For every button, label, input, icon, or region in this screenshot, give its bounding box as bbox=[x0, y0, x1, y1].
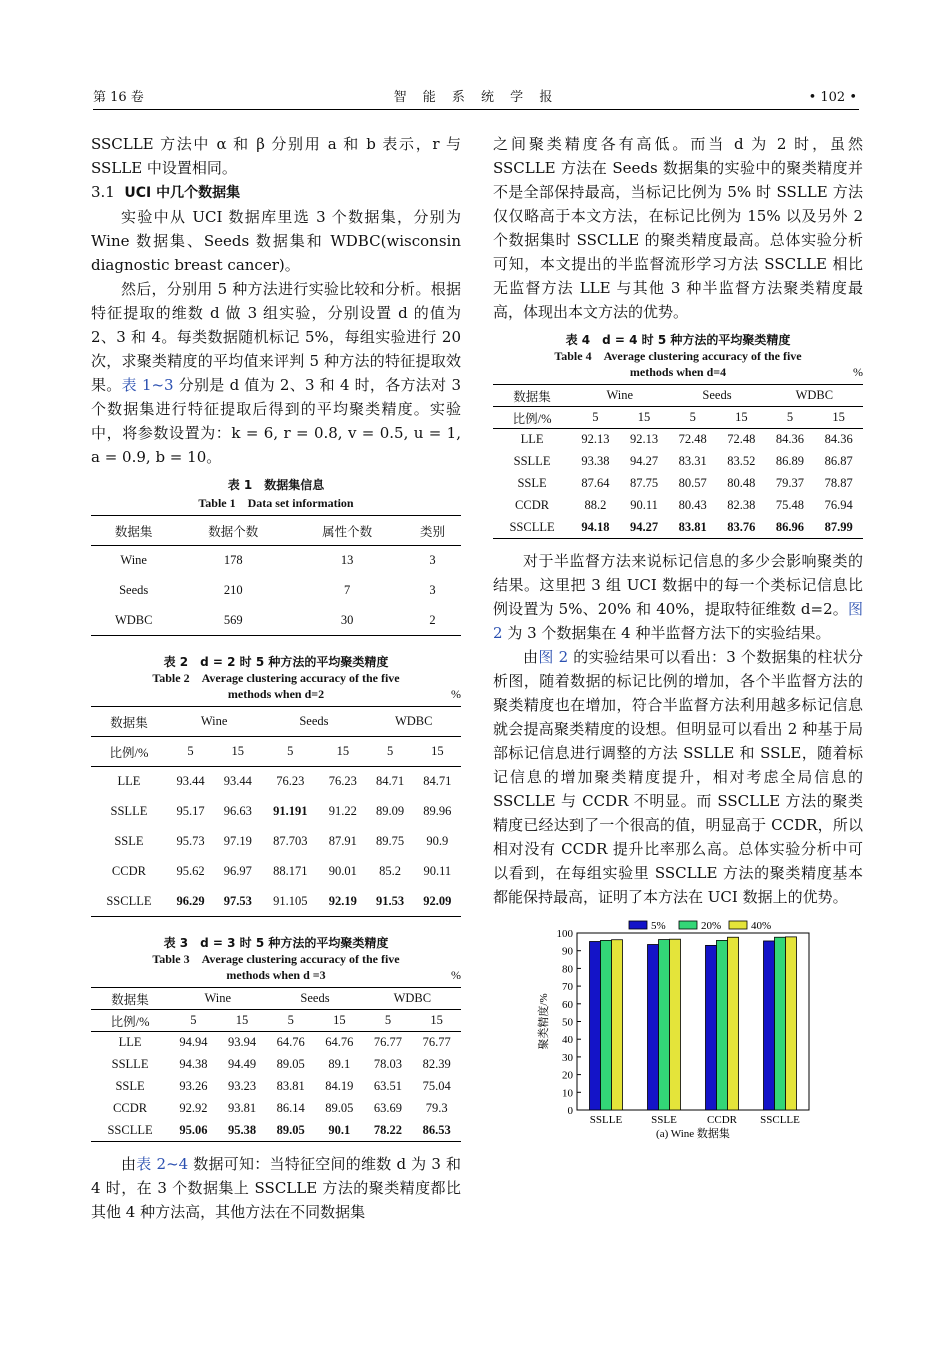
table-row bbox=[493, 517, 863, 539]
cell: 92.92 bbox=[179, 1101, 208, 1115]
unit-label: % bbox=[451, 687, 461, 701]
legend-label: 40% bbox=[751, 920, 772, 932]
header-cell: 数据集 bbox=[110, 715, 148, 730]
header-cell: 15 bbox=[637, 410, 651, 424]
cell: 76.77 bbox=[422, 1035, 451, 1050]
bar bbox=[659, 940, 670, 1110]
table-row bbox=[91, 767, 461, 797]
cell: 86.96 bbox=[775, 519, 805, 534]
cell: SSLLE bbox=[111, 1057, 149, 1071]
cell: 82.39 bbox=[422, 1057, 451, 1071]
x-tick-label: SSCLLE bbox=[760, 1114, 800, 1126]
table-caption-en: Table 4 Average clustering accuracy of the five bbox=[554, 349, 802, 363]
table-caption-en: Table 2 Average clustering accuracy of the five bbox=[152, 671, 400, 685]
legend-label: 20% bbox=[701, 920, 722, 932]
text: 然后，分别用 5 种方法进行实验比较和分析。根据特征提取的维数 d 做 3 组实验，分别设置 d 的值为 2、3 和 4。每类数据随机标记 5%，每组实验进行 20 次，求聚类精度的平均值来评判 5 种方法的特征提取效果。 bbox=[91, 280, 461, 394]
cell: 13 bbox=[340, 553, 354, 568]
cell: 88.2 bbox=[584, 498, 607, 512]
table-ref-link[interactable]: 表 1~3 bbox=[121, 376, 174, 394]
y-tick-label: 30 bbox=[562, 1051, 573, 1064]
header-cell: WDBC bbox=[393, 991, 432, 1005]
cell: 93.44 bbox=[223, 774, 252, 789]
cell: 95.62 bbox=[176, 864, 205, 878]
bar bbox=[706, 945, 717, 1110]
header-cell: 数据集 bbox=[513, 389, 551, 404]
table-subheader-row bbox=[91, 1010, 461, 1032]
cell: SSCLLE bbox=[106, 893, 152, 908]
cell: 86.87 bbox=[824, 454, 853, 468]
y-tick-label: 100 bbox=[556, 928, 573, 940]
text: 数据可知：当特征空间的维数 d 为 3 和 4 时，在 3 个数据集上 SSCLLE 方法的聚类精度都比其他 4 种方法高，其他方法在不同数据集 bbox=[91, 1155, 461, 1221]
table-caption-cn: 表 1 数据集信息 bbox=[227, 478, 325, 492]
header-cell: Wine bbox=[204, 991, 232, 1005]
cell: 86.14 bbox=[276, 1101, 305, 1115]
header-cell: 15 bbox=[336, 744, 350, 758]
cell: 95.17 bbox=[176, 804, 205, 818]
table-ref-link[interactable]: 表 2~4 bbox=[136, 1155, 189, 1173]
cell: 96.29 bbox=[176, 893, 205, 908]
cell: 3 bbox=[429, 553, 436, 568]
table-row bbox=[91, 1120, 461, 1142]
cell: 93.81 bbox=[227, 1101, 257, 1115]
cell: LLE bbox=[520, 432, 544, 447]
table-4 bbox=[493, 332, 863, 539]
cell: LLE bbox=[118, 1035, 142, 1050]
cell: 84.71 bbox=[376, 774, 405, 789]
header-cell: 属性个数 bbox=[322, 524, 373, 539]
paragraph: 实验中从 UCI 数据库里选 3 个数据集，分别为 Wine 数据集、Seeds 数据集和 WDBC(wisconsin diagnostic breast cancer)。 bbox=[91, 208, 461, 274]
cell: 86.89 bbox=[775, 454, 805, 468]
table-row bbox=[493, 473, 863, 495]
y-axis-label: 聚类精度/% bbox=[538, 993, 550, 1050]
header-cell: 类别 bbox=[420, 524, 446, 539]
cell: 76.23 bbox=[276, 774, 305, 789]
header-cell: 5 bbox=[287, 1013, 294, 1027]
table-row bbox=[91, 1098, 461, 1120]
header-cell: 5 bbox=[187, 744, 194, 758]
table-row bbox=[91, 606, 461, 636]
cell: 72.48 bbox=[727, 432, 756, 447]
bar bbox=[601, 940, 612, 1110]
caption-text: methods when d=4 bbox=[629, 365, 727, 379]
d2-accuracy-table bbox=[91, 706, 461, 917]
cell: 3 bbox=[429, 583, 436, 597]
header-cell: 比例/% bbox=[110, 1014, 150, 1029]
text: 为 3 个数据集在 4 种半监督方法下的实验结果。 bbox=[502, 624, 831, 642]
table-header-row bbox=[91, 707, 461, 737]
cell: 78.87 bbox=[824, 476, 853, 490]
cell: 89.05 bbox=[325, 1101, 354, 1115]
table-row bbox=[493, 451, 863, 473]
cell: Wine bbox=[120, 553, 147, 568]
bar bbox=[764, 941, 775, 1110]
header-cell: 5 bbox=[689, 410, 696, 424]
cell: 94.94 bbox=[179, 1035, 208, 1050]
cell: 79.37 bbox=[775, 476, 805, 490]
cell: 89.96 bbox=[423, 804, 452, 818]
header-cell: Wine bbox=[200, 714, 228, 728]
d4-accuracy-table bbox=[493, 384, 863, 539]
paragraph bbox=[91, 277, 461, 469]
cell: 569 bbox=[223, 612, 243, 627]
cell: 97.53 bbox=[223, 893, 252, 908]
cell: 83.31 bbox=[678, 454, 707, 468]
header-cell: Seeds bbox=[702, 388, 732, 402]
cell: 84.36 bbox=[824, 432, 853, 447]
legend-swatch bbox=[729, 921, 747, 929]
cell: 89.09 bbox=[376, 804, 405, 818]
legend-swatch bbox=[629, 921, 647, 929]
cell: 93.44 bbox=[176, 774, 205, 789]
header-cell: 15 bbox=[231, 744, 245, 758]
caption-text: methods when d =3 bbox=[226, 968, 326, 982]
y-tick-label: 60 bbox=[562, 998, 573, 1011]
header-cell: 15 bbox=[430, 1013, 443, 1027]
cell: 85.2 bbox=[379, 864, 402, 878]
table-row bbox=[91, 546, 461, 576]
y-tick-label: 90 bbox=[562, 945, 573, 958]
figure-ref-link[interactable]: 图 2 bbox=[538, 648, 569, 666]
header-cell: 5 bbox=[386, 744, 394, 758]
page-number: • 102 • bbox=[808, 90, 857, 105]
table-caption-cn: 表 3 d = 3 时 5 种方法的平均聚类精度 bbox=[163, 936, 389, 950]
cell: 89.05 bbox=[276, 1057, 305, 1071]
cell: 91.105 bbox=[273, 893, 308, 908]
header-cell: 数据集 bbox=[114, 524, 153, 539]
cell: 88.171 bbox=[273, 864, 308, 878]
cell: 76.94 bbox=[824, 498, 853, 512]
data-set-info-table bbox=[91, 515, 461, 636]
cell: 63.69 bbox=[373, 1101, 403, 1115]
header-cell: 5 bbox=[384, 1013, 392, 1027]
header-cell: 比例/% bbox=[109, 745, 149, 760]
table-header-row bbox=[91, 516, 461, 546]
table-row bbox=[91, 827, 461, 857]
table-3 bbox=[91, 935, 461, 1142]
paragraph: SSCLLE 方法中 α 和 β 分别用 a 和 b 表示，r 与 SSLLE 中设置相同。 bbox=[91, 135, 461, 177]
y-tick-label: 20 bbox=[562, 1069, 573, 1082]
bar bbox=[670, 939, 681, 1110]
page-header bbox=[93, 88, 859, 110]
cell: 79.3 bbox=[425, 1101, 448, 1115]
table-row bbox=[493, 495, 863, 517]
cell: 76.23 bbox=[328, 774, 357, 789]
header-cell: Wine bbox=[606, 388, 634, 402]
unit-label: % bbox=[853, 365, 863, 379]
cell: CCDR bbox=[113, 1101, 148, 1115]
table-row bbox=[91, 857, 461, 887]
cell: 92.13 bbox=[581, 432, 610, 447]
text: 由 bbox=[523, 648, 539, 666]
paragraph bbox=[91, 1152, 461, 1224]
cell: LLE bbox=[117, 774, 141, 789]
bar bbox=[728, 937, 739, 1110]
header-cell: 15 bbox=[235, 1013, 249, 1027]
cell: 90.11 bbox=[630, 498, 658, 512]
cell: 91.22 bbox=[328, 804, 357, 818]
cell: 84.71 bbox=[423, 774, 452, 789]
cell: 94.27 bbox=[629, 519, 659, 534]
header-cell: 数据个数 bbox=[208, 524, 259, 539]
cell: 87.99 bbox=[824, 519, 853, 534]
cell: SSCLLE bbox=[509, 519, 555, 534]
cell: 83.76 bbox=[727, 519, 756, 534]
header-cell: 15 bbox=[832, 410, 845, 424]
table-row bbox=[91, 1032, 461, 1054]
cell: 84.36 bbox=[775, 432, 805, 447]
table-caption-cn: 表 2 d = 2 时 5 种方法的平均聚类精度 bbox=[163, 655, 389, 669]
table-row bbox=[91, 1076, 461, 1098]
cell: 80.57 bbox=[678, 476, 707, 490]
cell: SSLLE bbox=[513, 454, 551, 468]
table-1 bbox=[91, 477, 461, 636]
cell: 64.76 bbox=[325, 1035, 354, 1050]
bar bbox=[648, 945, 659, 1110]
cell: 210 bbox=[223, 583, 243, 597]
cell: 95.06 bbox=[179, 1122, 208, 1137]
cell: Seeds bbox=[119, 583, 149, 597]
cell: 63.51 bbox=[373, 1079, 403, 1093]
cell: 86.53 bbox=[422, 1122, 451, 1137]
right-column bbox=[493, 132, 863, 1145]
table-header-row bbox=[91, 988, 461, 1010]
table-header-row bbox=[493, 385, 863, 407]
header-cell: Seeds bbox=[299, 714, 329, 728]
cell: 95.73 bbox=[176, 834, 205, 848]
table-row bbox=[91, 887, 461, 917]
paragraph bbox=[493, 549, 863, 645]
cell: 97.19 bbox=[223, 834, 252, 848]
cell: 87.91 bbox=[328, 834, 357, 848]
header-cell: 15 bbox=[333, 1013, 346, 1027]
cell: 94.38 bbox=[179, 1057, 208, 1071]
cell: 2 bbox=[429, 612, 436, 627]
table-subheader-row bbox=[493, 407, 863, 429]
cell: 89.1 bbox=[328, 1057, 351, 1071]
table-caption-cn: 表 4 d = 4 时 5 种方法的平均聚类精度 bbox=[565, 333, 791, 347]
table-row bbox=[493, 429, 863, 451]
paragraph bbox=[493, 645, 863, 909]
section-title: UCI 中几个数据集 bbox=[124, 185, 241, 201]
cell: 92.13 bbox=[629, 432, 659, 447]
cell: 76.77 bbox=[373, 1035, 403, 1050]
cell: 87.703 bbox=[273, 834, 308, 848]
cell: 7 bbox=[343, 583, 351, 597]
cell: CCDR bbox=[515, 498, 550, 512]
bar bbox=[590, 941, 601, 1110]
cell: 80.43 bbox=[678, 498, 707, 512]
cell: 75.48 bbox=[775, 498, 805, 512]
bar bbox=[786, 937, 797, 1110]
header-cell: 比例/% bbox=[512, 411, 552, 426]
bar bbox=[612, 940, 623, 1110]
bar bbox=[717, 940, 728, 1110]
cell: SSLE bbox=[115, 1079, 145, 1093]
section-heading bbox=[91, 180, 461, 205]
header-cell: WDBC bbox=[795, 388, 834, 402]
left-column bbox=[91, 132, 461, 1224]
cell: 90.1 bbox=[328, 1122, 351, 1137]
header-cell: 5 bbox=[786, 410, 794, 424]
header-cell: 5 bbox=[190, 1013, 197, 1027]
cell: 92.09 bbox=[423, 893, 452, 908]
wine-bar-chart bbox=[493, 915, 863, 1145]
journal-title: 智 能 系 统 学 报 bbox=[393, 90, 559, 105]
header-cell: WDBC bbox=[394, 714, 433, 728]
text: 由 bbox=[121, 1155, 137, 1173]
cell: 87.64 bbox=[581, 476, 610, 490]
y-tick-label: 40 bbox=[562, 1034, 573, 1047]
cell: 83.81 bbox=[276, 1079, 305, 1093]
x-axis-label: (a) Wine 数据集 bbox=[656, 1128, 730, 1140]
cell: 94.27 bbox=[629, 454, 659, 468]
header-cell: 15 bbox=[431, 744, 444, 758]
volume-label: 第 16 卷 bbox=[93, 90, 144, 105]
table-caption-en-line2 bbox=[91, 686, 461, 702]
paragraph: 之间聚类精度各有高低。而当 d 为 2 时，虽然 SSCLLE 方法在 Seeds 数据集的实验中的聚类精度并不是全部保持最高，当标记比例为 5% 时 SSLLE 方法仅仅略高于本文方法，在标记比例为 15% 以及另外 2 个数据集时 SSCLLE 的聚类精度最高。总体实验分析可知，本文提出的半监督流形学习方法 SSCLLE 相比无监督方法 LLE 与其他 3 种半监督方法聚类精度最高，体现出本文方法的优势。 bbox=[493, 135, 863, 321]
y-tick-label: 70 bbox=[562, 981, 573, 994]
cell: SSLE bbox=[517, 476, 547, 490]
cell: 94.49 bbox=[227, 1057, 257, 1071]
cell: 93.38 bbox=[581, 454, 610, 468]
cell: 93.23 bbox=[227, 1079, 257, 1093]
cell: 95.38 bbox=[227, 1122, 257, 1137]
cell: 178 bbox=[223, 553, 243, 568]
cell: 30 bbox=[340, 612, 354, 627]
text: 对于半监督方法来说标记信息的多少会影响聚类的结果。这里把 3 组 UCI 数据中的每一个类标记信息比例设置为 5%、20% 和 40%，提取特征维数 d=2。 bbox=[493, 552, 863, 618]
cell: 96.63 bbox=[223, 804, 252, 818]
section-number: 3.1 bbox=[91, 183, 115, 201]
cell: 64.76 bbox=[276, 1035, 305, 1050]
legend-label: 5% bbox=[651, 920, 666, 932]
table-subheader-row bbox=[91, 737, 461, 767]
table-row bbox=[91, 1054, 461, 1076]
text: 的实验结果可以看出：3 个数据集的柱状分析图，随着数据的标记比例的增加，各个半监督方法的聚类精度也在增加，符合半监督方法利用越多标记信息就会提高聚类精度的设想。但明显可以看出 2 种基于局部标记信息进行调整的方法 SSLLE 和 SSLE，随着标记信息的增加聚类精度提升，相对考虑全局信息的 SSCLLE 与 CCDR 不明显。而 SSCLLE 方法的聚类精度已经达到了一个很高的值，明显高于 CCDR，所以相对没有 CCDR 提升比率那么高。总体实验分析中可以看到，在每组实验里 SSCLLE 方法的聚类精度基本都能保持最高，证明了本方法在 UCI 数据上的优势。 bbox=[493, 648, 863, 906]
cell: 83.52 bbox=[727, 454, 756, 468]
text: 分别是 d 值为 2、3 和 4 时，各方法对 3 个数据集进行特征提取后得到的平均聚类精度。实验中，将参数设置为：k = 6, r = 0.8, v = 0.5, u = 1, a = 0.9, b = 10。 bbox=[91, 376, 461, 466]
cell: 78.03 bbox=[373, 1057, 403, 1071]
table-row bbox=[91, 576, 461, 606]
cell: 89.05 bbox=[276, 1122, 305, 1137]
cell: SSLLE bbox=[110, 804, 148, 818]
cell: 89.75 bbox=[376, 834, 405, 848]
cell: SSCLLE bbox=[107, 1122, 153, 1137]
y-tick-label: 50 bbox=[562, 1016, 573, 1029]
table-caption-en: Table 3 Average clustering accuracy of the five bbox=[152, 952, 400, 966]
cell: WDBC bbox=[114, 612, 153, 627]
cell: 87.75 bbox=[629, 476, 659, 490]
cell: 92.19 bbox=[328, 893, 357, 908]
caption-text: methods when d=2 bbox=[227, 687, 325, 701]
cell: 80.48 bbox=[727, 476, 756, 490]
cell: SSLE bbox=[114, 834, 144, 848]
header-cell: Seeds bbox=[300, 991, 330, 1005]
cell: 90.11 bbox=[423, 864, 452, 878]
cell: 72.48 bbox=[678, 432, 707, 447]
cell: 90.9 bbox=[426, 834, 449, 848]
table-caption-en: Table 1 Data set information bbox=[198, 496, 354, 510]
table-caption-en-line2 bbox=[493, 364, 863, 380]
x-tick-label: SSLLE bbox=[589, 1114, 623, 1126]
cell: 91.53 bbox=[376, 893, 405, 908]
cell: 75.04 bbox=[422, 1079, 451, 1093]
cell: 91.191 bbox=[273, 804, 308, 818]
header-cell: 5 bbox=[287, 744, 294, 758]
table-row bbox=[91, 797, 461, 827]
cell: 78.22 bbox=[373, 1122, 403, 1137]
cell: 96.97 bbox=[223, 864, 252, 878]
y-tick-label: 0 bbox=[567, 1105, 573, 1117]
bar bbox=[775, 937, 786, 1110]
cell: 93.26 bbox=[179, 1079, 208, 1093]
y-tick-label: 10 bbox=[562, 1087, 573, 1100]
cell: 94.18 bbox=[581, 519, 610, 534]
cell: 82.38 bbox=[727, 498, 756, 512]
chart-svg bbox=[493, 915, 863, 1145]
cell: 83.81 bbox=[678, 519, 707, 534]
table-caption-en-line2 bbox=[91, 967, 461, 983]
cell: 93.94 bbox=[227, 1035, 257, 1050]
legend-swatch bbox=[679, 921, 697, 929]
table-2 bbox=[91, 654, 461, 917]
unit-label: % bbox=[451, 968, 461, 982]
header-cell: 数据集 bbox=[111, 992, 149, 1007]
x-tick-label: SSLE bbox=[651, 1114, 677, 1126]
x-tick-label: CCDR bbox=[707, 1114, 737, 1126]
header-cell: 5 bbox=[592, 410, 599, 424]
y-tick-label: 80 bbox=[562, 963, 573, 976]
d3-accuracy-table bbox=[91, 987, 461, 1142]
cell: 84.19 bbox=[325, 1079, 354, 1093]
header-cell: 15 bbox=[735, 410, 748, 424]
cell: CCDR bbox=[111, 864, 146, 878]
cell: 90.01 bbox=[328, 864, 357, 878]
figure-ref-link[interactable]: 图 2 bbox=[493, 600, 863, 642]
